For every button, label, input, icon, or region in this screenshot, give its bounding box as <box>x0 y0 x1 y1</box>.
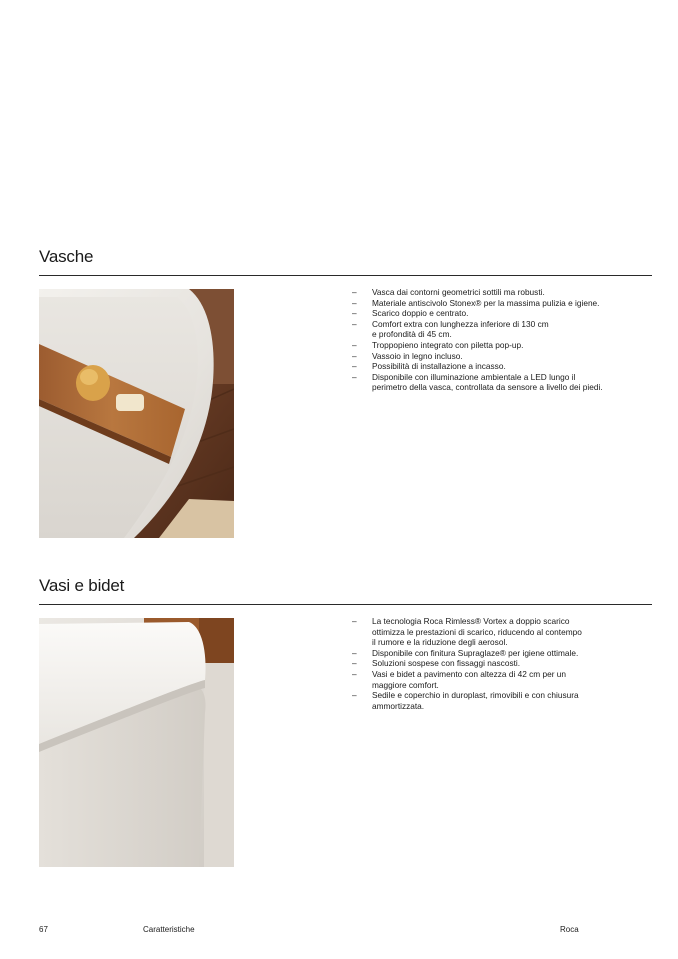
list-item <box>352 351 652 362</box>
bathtub-photo <box>39 289 234 538</box>
list-item <box>352 308 652 319</box>
section-title-vasche: Vasche <box>39 247 94 266</box>
bullet-line: e profondità di 45 cm. <box>372 329 452 340</box>
list-item <box>352 298 652 309</box>
bullet-dash: – <box>352 308 357 319</box>
toilet-photo <box>39 618 234 867</box>
list-item <box>352 658 652 669</box>
list-item <box>352 319 652 340</box>
bullet-line: Vasi e bidet a pavimento con altezza di 42 cm per un <box>372 668 567 679</box>
bullet-list-vasche <box>352 287 652 393</box>
bullet-list-vasi-e-bidet <box>352 616 652 711</box>
bullet-line: Soluzioni sospese con fissaggi nascosti. <box>372 658 521 669</box>
list-item <box>352 372 652 393</box>
bullet-line: Materiale antiscivolo Stonex® per la massima pulizia e igiene. <box>372 297 600 308</box>
list-item <box>352 648 652 659</box>
bullet-line: Comfort extra con lunghezza inferiore di 130 cm <box>372 318 549 329</box>
bullet-line: La tecnologia Roca Rimless® Vortex a doppio scarico <box>372 616 570 626</box>
list-item <box>352 690 652 711</box>
bullet-line: Troppopieno integrato con piletta pop-up. <box>372 339 524 350</box>
bullet-dash: – <box>352 647 357 658</box>
bullet-dash: – <box>352 350 357 361</box>
bullet-line: il rumore e la riduzione degli aerosol. <box>372 637 508 648</box>
bullet-dash: – <box>352 287 357 297</box>
bullet-line: Vasca dai contorni geometrici sottili ma robusti. <box>372 287 545 297</box>
bullet-line: perimetro della vasca, controllata da sensore a livello dei piedi. <box>372 382 603 393</box>
list-item <box>352 669 652 690</box>
footer-brand: Roca <box>560 925 579 934</box>
bullet-dash: – <box>352 668 357 679</box>
bullet-line: ammortizzata. <box>372 700 425 711</box>
bullet-dash: – <box>352 339 357 350</box>
bullet-dash: – <box>352 297 357 308</box>
bullet-dash: – <box>352 318 357 329</box>
bullet-dash: – <box>352 616 357 626</box>
section-divider <box>39 275 652 276</box>
list-item <box>352 287 652 298</box>
bullet-line: Possibilità di installazione a incasso. <box>372 361 506 372</box>
section-title-vasi-e-bidet: Vasi e bidet <box>39 576 125 595</box>
bullet-line: ottimizza le prestazioni di scarico, riducendo al contempo <box>372 626 582 637</box>
bullet-dash: – <box>352 371 357 382</box>
bullet-line: Scarico doppio e centrato. <box>372 308 469 319</box>
list-item <box>352 616 652 648</box>
bullet-line: Disponibile con finitura Supraglaze® per igiene ottimale. <box>372 647 579 658</box>
bullet-dash: – <box>352 690 357 701</box>
bullet-dash: – <box>352 658 357 669</box>
bullet-line: Disponibile con illuminazione ambientale a LED lungo il <box>372 371 576 382</box>
section-divider <box>39 604 652 605</box>
bullet-dash: – <box>352 361 357 372</box>
footer-section-label: Caratteristiche <box>143 925 195 934</box>
bullet-line: maggiore comfort. <box>372 679 439 690</box>
list-item <box>352 340 652 351</box>
page-number: 67 <box>39 925 48 934</box>
list-item <box>352 361 652 372</box>
bullet-line: Sedile e coperchio in duroplast, rimovibili e con chiusura <box>372 690 579 701</box>
bullet-line: Vassoio in legno incluso. <box>372 350 463 361</box>
